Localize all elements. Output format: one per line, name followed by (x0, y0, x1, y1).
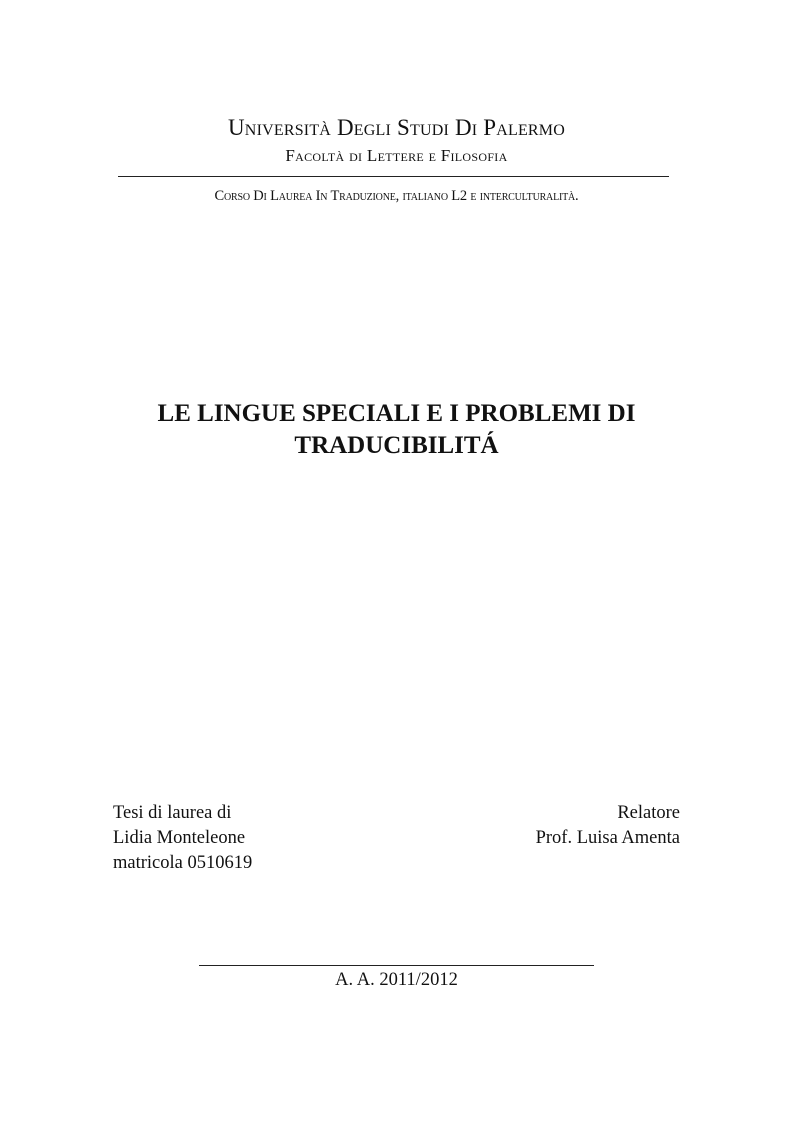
supervisor-name: Prof. Luisa Amenta (535, 828, 680, 848)
academic-year: A. A. 2011/2012 (335, 970, 458, 990)
thesis-title-line-2: TRADUCIBILITÁ (294, 432, 499, 459)
thesis-title (96, 398, 697, 462)
thesis-title-line-1: LE LINGUE SPECIALI E I PROBLEMI DI (157, 400, 636, 427)
author-label: Tesi di laurea di (113, 803, 232, 823)
supervisor-block (536, 801, 680, 851)
header-divider (118, 176, 669, 177)
course-name: Corso Di Laurea In Traduzione, italiano L2 e interculturalità. (214, 188, 579, 204)
faculty-name: Facoltà di Lettere e Filosofia (285, 146, 508, 165)
author-name: Lidia Monteleone (113, 828, 246, 848)
supervisor-label: Relatore (617, 803, 680, 823)
author-block (113, 801, 252, 876)
footer-divider (199, 965, 594, 966)
university-name: Università Degli Studi Di Palermo (228, 115, 565, 140)
author-matricola: matricola 0510619 (113, 853, 253, 873)
